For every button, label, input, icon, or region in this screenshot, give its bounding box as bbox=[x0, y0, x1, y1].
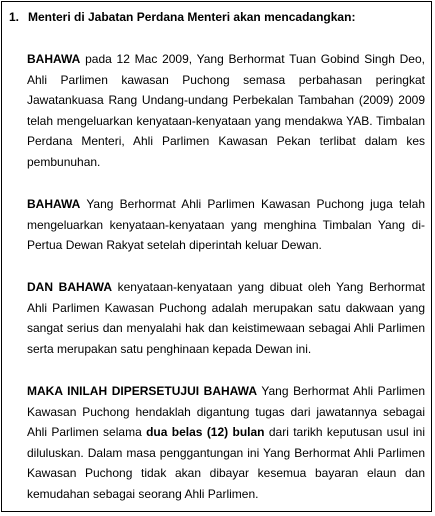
motion-heading bbox=[9, 9, 355, 25]
paragraph-1-lead: BAHAWA bbox=[27, 52, 81, 66]
heading-text: Menteri di Jabatan Perdana Menteri akan mencadangkan: bbox=[28, 10, 356, 24]
paragraph-4-lead: MAKA INILAH DIPERSETUJUI BAHAWA bbox=[27, 384, 257, 398]
paragraph-3-text: kenyataan-kenyataan yang dibuat oleh Yang Berhormat Ahli Parlimen Kawasan Puchong adalah merupakan satu dakwaan yang sangat serius dan menyalahi hak dan keistimewaan sebagai Ahli Parlimen serta merupakan satu penghinaan kepada Dewan ini. bbox=[27, 280, 425, 356]
paragraph-4-text-after: dari tarikh keputusan usul ini diluluskan. Dalam masa penggantungan ini Yang Berhormat Ahli Parlimen Kawasan Puchong tidak akan dibayar kesemua bayaran elaun dan kemudahan sebagai seorang Ahli Parlimen. bbox=[27, 425, 425, 501]
paragraph-4-text-before: Yang Berhormat Ahli Parlimen Kawasan Puchong hendaklah digantung tugas dari jawatannya sebagai Ahli Parlimen selama bbox=[27, 384, 425, 439]
paragraph-2 bbox=[27, 194, 425, 256]
paragraph-4 bbox=[27, 381, 425, 504]
paragraph-2-lead: BAHAWA bbox=[27, 197, 81, 211]
item-number: 1. bbox=[9, 10, 20, 24]
paragraph-3 bbox=[27, 277, 425, 359]
paragraph-1 bbox=[27, 49, 425, 172]
paragraph-1-text: pada 12 Mac 2009, Yang Berhormat Tuan Gobind Singh Deo, Ahli Parlimen kawasan Puchong semasa perbahasan peringkat Jawatankuasa Rang Undang-undang Perbekalan Tambahan (2009) 2009 telah mengeluarkan kenyataan-kenyataan yang mendakwa YAB. Timbalan Perdana Menteri, Ahli Parlimen Kawasan Pekan terlibat dalam kes pembunuhan. bbox=[27, 52, 425, 169]
document-page bbox=[1, 1, 432, 512]
paragraph-3-lead: DAN BAHAWA bbox=[27, 280, 112, 294]
suspension-duration: dua belas (12) bulan bbox=[146, 425, 265, 439]
paragraph-2-text: Yang Berhormat Ahli Parlimen Kawasan Puchong juga telah mengeluarkan kenyataan-kenyataan yang menghina Timbalan Yang di-Pertua Dewan Rakyat setelah diperintah keluar Dewan. bbox=[27, 197, 425, 252]
